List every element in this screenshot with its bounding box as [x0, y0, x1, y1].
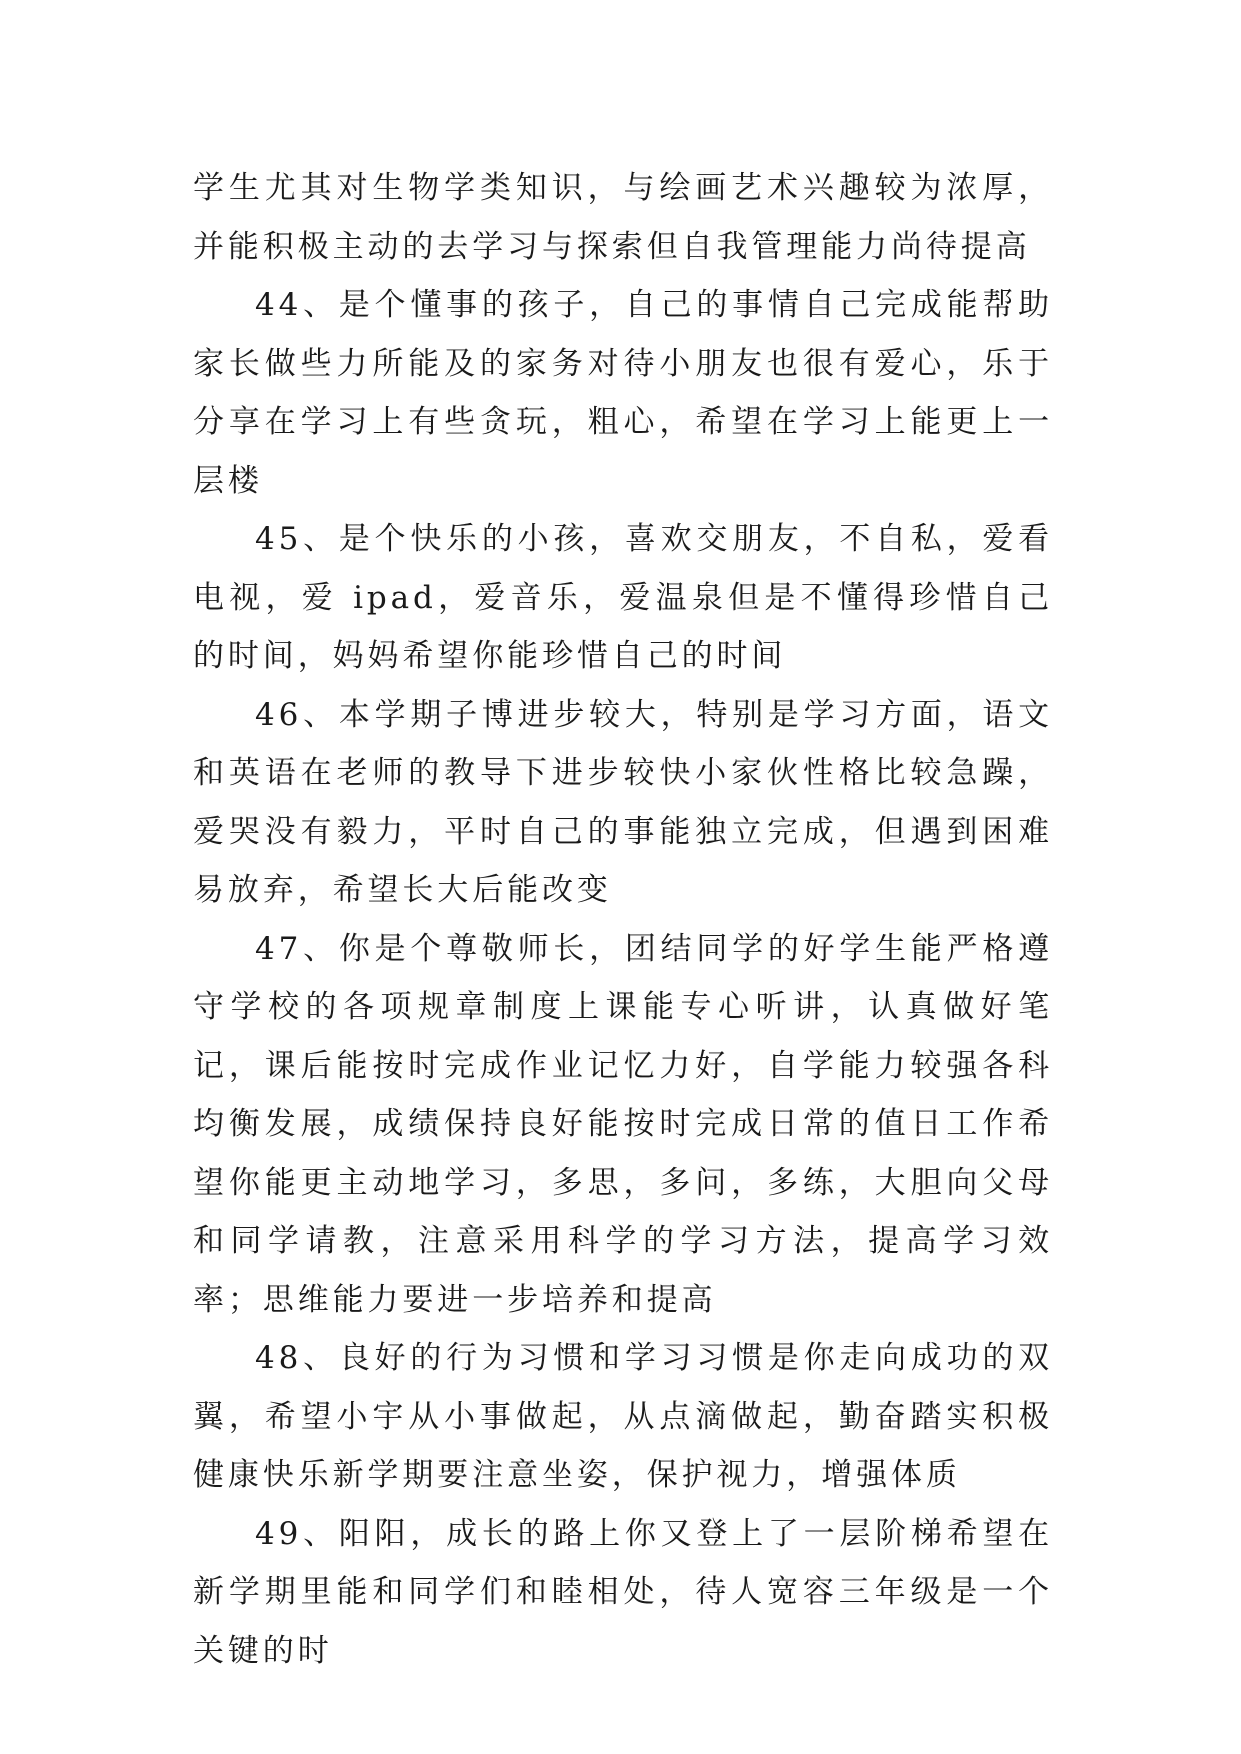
paragraph-47: 47、你是个尊敬师长，团结同学的好学生能严格遵守学校的各项规章制度上课能专心听讲，认真做好笔记，课后能按时完成作业记忆力好，自学能力较强各科均衡发展，成绩保持良好能按时完成日常的值日工作希望你能更主动地学习，多思，多问，多练，大胆向父母和同学请教，注意采用科学的学习方法，提高学习效率；思维能力要进一步培养和提高 — [193, 930, 1053, 1318]
document-body — [193, 159, 1053, 1680]
paragraph-45: 45、是个快乐的小孩，喜欢交朋友，不自私，爱看电视，爱 ipad，爱音乐，爱温泉但是不懂得珍惜自己的时间，妈妈希望你能珍惜自己的时间 — [193, 521, 1053, 674]
paragraph-49: 49、阳阳，成长的路上你又登上了一层阶梯希望在新学期里能和同学们和睦相处，待人宽容三年级是一个关键的时 — [193, 1515, 1053, 1669]
paragraph-48: 48、良好的行为习惯和学习习惯是你走向成功的双翼，希望小宇从小事做起，从点滴做起，勤奋踏实积极健康快乐新学期要注意坐姿，保护视力，增强体质 — [193, 1340, 1053, 1493]
paragraph-0: 学生尤其对生物学类知识，与绘画艺术兴趣较为浓厚，并能积极主动的去学习与探索但自我管理能力尚待提高 — [193, 170, 1053, 265]
paragraph-44: 44、是个懂事的孩子，自己的事情自己完成能帮助家长做些力所能及的家务对待小朋友也很有爱心，乐于分享在学习上有些贪玩，粗心，希望在学习上能更上一层楼 — [193, 287, 1053, 499]
paragraph-46: 46、本学期子博进步较大，特别是学习方面，语文和英语在老师的教导下进步较快小家伙性格比较急躁，爱哭没有毅力，平时自己的事能独立完成，但遇到困难易放弃，希望长大后能改变 — [193, 696, 1053, 908]
